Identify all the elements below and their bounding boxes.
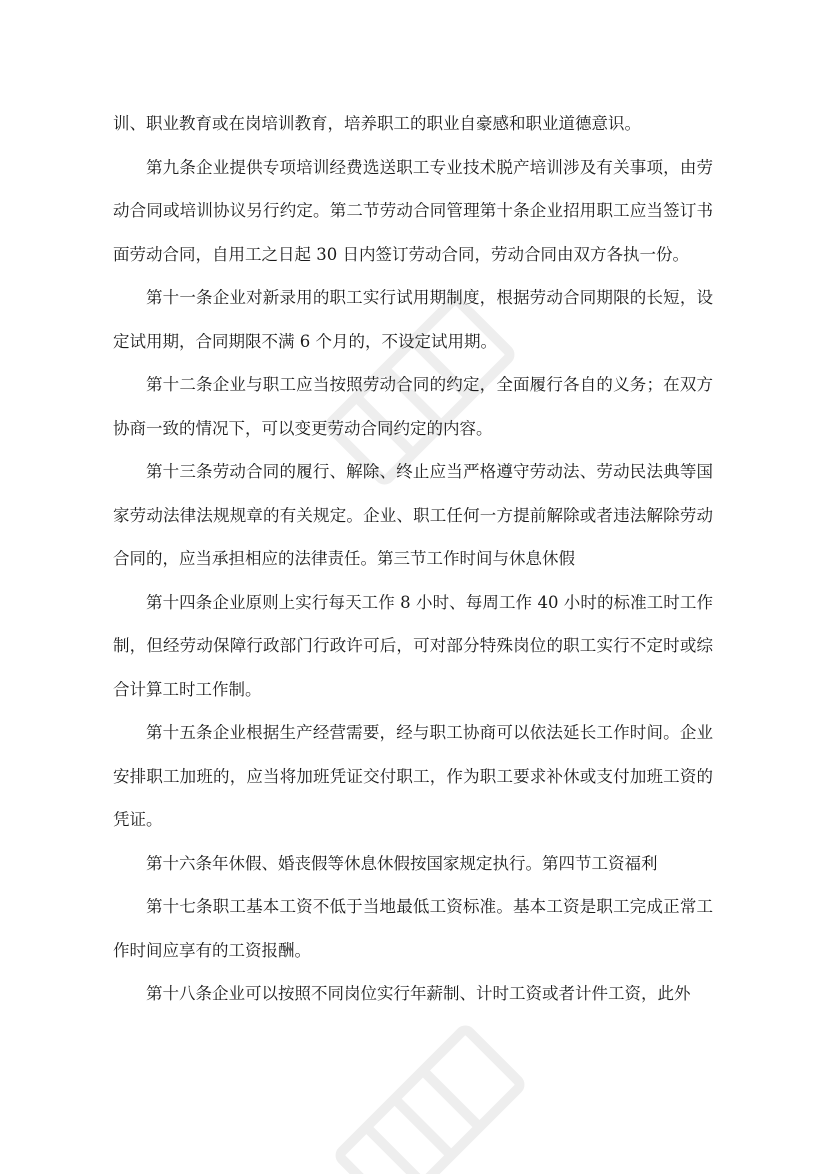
paragraph: 第十二条企业与职工应当按照劳动合同的约定，全面履行各自的义务；在双方协商一致的情况下，可以变更劳动合同约定的内容。 xyxy=(113,375,713,438)
paragraph: 第十五条企业根据生产经营需要，经与职工协商可以依法延长工作时间。企业安排职工加班的，应当将加班凭证交付职工，作为职工要求补休或支付加班工资的凭证。 xyxy=(113,723,713,829)
paragraph: 第十八条企业可以按照不同岗位实行年薪制、计时工资或者计件工资，此外 xyxy=(146,984,691,1003)
document-body xyxy=(113,102,713,1016)
watermark-logo xyxy=(300,1000,560,1174)
paragraph: 第九条企业提供专项培训经费选送职工专业技术脱产培训涉及有关事项，由劳动合同或培训协议另行约定。第二节劳动合同管理第十条企业招用职工应当签订书面劳动合同，自用工之日起 30 日内签订劳动合同，劳动合同由双方各执一份。 xyxy=(113,157,713,264)
paragraph: 第十四条企业原则上实行每天工作 8 小时、每周工作 40 小时的标准工时工作制，但经劳动保障行政部门行政许可后，可对部分特殊岗位的职工实行不定时或综合计算工时工作制。 xyxy=(113,592,713,699)
paragraph: 第十一条企业对新录用的职工实行试用期制度，根据劳动合同期限的长短，设定试用期，合同期限不满 6 个月的，不设定试用期。 xyxy=(113,288,713,351)
paragraph: 第十三条劳动合同的履行、解除、终止应当严格遵守劳动法、劳动民法典等国家劳动法律法规规章的有关规定。企业、职工任何一方提前解除或者违法解除劳动合同的，应当承担相应的法律责任。第三节工作时间与休息休假 xyxy=(113,462,713,568)
paragraph: 训、职业教育或在岗培训教育，培养职工的职业自豪感和职业道德意识。 xyxy=(113,114,641,133)
paragraph: 第十六条年休假、婚丧假等休息休假按国家规定执行。第四节工资福利 xyxy=(146,853,658,873)
paragraph: 第十七条职工基本工资不低于当地最低工资标准。基本工资是职工完成正常工作时间应享有的工资报酬。 xyxy=(113,897,713,960)
